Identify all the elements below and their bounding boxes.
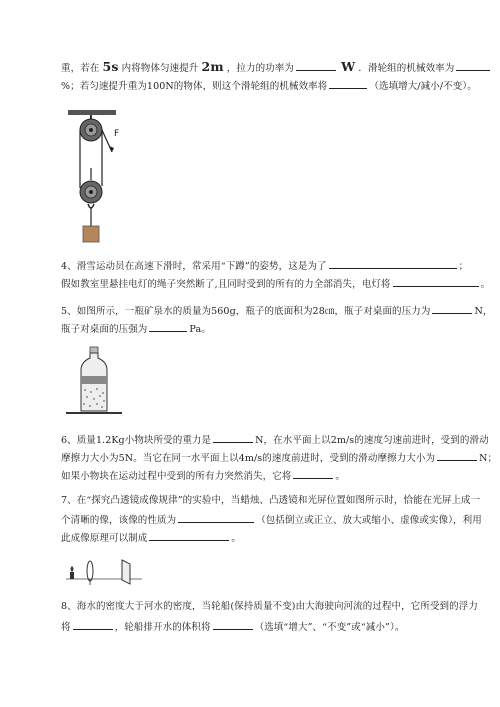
bottle-figure [64,346,124,416]
q6-text: N，在水平面上以2m/s的速度匀速前进时，受到的滑动 [255,435,489,446]
q5-blank-pressure[interactable] [149,321,187,332]
q7-line-3 [61,530,241,545]
q3-unit: W [341,59,356,74]
q7-text: 7、在“探究凸透镜成像规律”的实验中，当蜡烛、凸透镜和光屏位置如图所示时，恰能在光屏上成一 [61,495,481,506]
q4-line-2 [61,276,490,291]
q8-text: （选填“增大”、“不变”或“减小”）。 [254,622,405,633]
q3-blank-power[interactable] [296,60,336,71]
force-label: F [114,129,120,139]
q3-line-1 [61,60,492,75]
q4-text: 。 [480,279,491,290]
q4-text: 假如教室里悬挂电灯的绳子突然断了,且同时受到的所有的力全部消失，电灯将 [61,279,391,290]
q7-text: 个清晰的像，该像的性质为 [61,515,177,526]
q6-text: 6、质量1.2Kg小物块所受的重力是 [61,435,212,446]
q6-blank-gravity[interactable] [213,432,253,443]
q4-blank-purpose[interactable] [329,258,457,269]
q6-text: 如果小物块在运动过程中受到的所有力突然消失，它将 [61,471,292,482]
q8-text: 将 [61,622,71,633]
q7-line-2 [61,512,482,527]
q8-line-1 [61,600,478,613]
q5-text: 5、如图所示，一瓶矿泉水的质量为560g，瓶子的底面积为28㎝，瓶子对桌面的压力为 [61,306,431,317]
q6-line-3 [61,468,345,483]
q4-line-1 [61,258,468,273]
q6-line-2 [61,450,497,465]
q5-text: 瓶子对桌面的压强为 [61,324,148,335]
q8-text: 8、海水的密度大于河水的密度，当轮船(保持质量不变)由大海驶向河流的过程中，它所受到的浮力 [61,601,478,612]
q7-text: 。 [231,533,242,544]
q7-text: （包括倒立或正立、放大或缩小、虚像或实像），利用 [256,515,482,526]
q3-time: 5s [102,59,119,74]
q3-blank-efficiency[interactable] [456,60,490,71]
q6-blank-motion[interactable] [293,468,333,479]
q3-text: 内将物体匀速提升 [121,63,199,74]
pulley-figure [66,108,126,248]
q5-text: Pa。 [189,324,211,335]
lens-setup-figure [64,557,144,587]
q5-line-1 [61,303,492,318]
q3-text: ．滑轮组的机械效率为 [358,63,455,74]
q8-text: ，轮船排开水的体积将 [114,622,211,633]
q4-text: 4、滑雪运动员在高速下滑时，常采用“下蹲”的姿势，这是为了 [61,261,327,272]
q4-text: ； [458,261,469,272]
q3-text: （选填增大/减小/不变）。 [369,81,477,92]
q6-text: 。 [335,471,346,482]
q3-text: 重，若在 [61,63,100,74]
q7-blank-image-property[interactable] [178,512,254,523]
q5-text: N， [474,306,493,317]
q3-line-2 [61,78,477,93]
q5-blank-force[interactable] [432,303,472,314]
q3-text: ，拉力的功率为 [226,63,294,74]
q6-text: N； [479,453,498,464]
q7-line-1 [61,494,480,507]
q3-text: %；若匀速提升重为100N的物体，则这个滑轮组的机械效率将 [61,81,328,92]
q8-blank-volume[interactable] [213,619,253,630]
q7-blank-application[interactable] [149,530,229,541]
q8-blank-buoyancy[interactable] [73,619,113,630]
q7-text: 此成像原理可以制成 [61,533,148,544]
q6-text: 摩擦力大小为5N。当它在同一水平面上以4m/s的速度前进时，受到的滑动摩擦力大小为 [61,453,436,464]
q5-line-2 [61,321,211,336]
q8-line-2 [61,619,404,634]
q6-blank-friction[interactable] [437,450,477,461]
q4-blank-lamp[interactable] [393,276,479,287]
q6-line-1 [61,432,489,447]
q3-height: 2m [201,59,224,74]
q3-blank-change[interactable] [329,78,367,89]
